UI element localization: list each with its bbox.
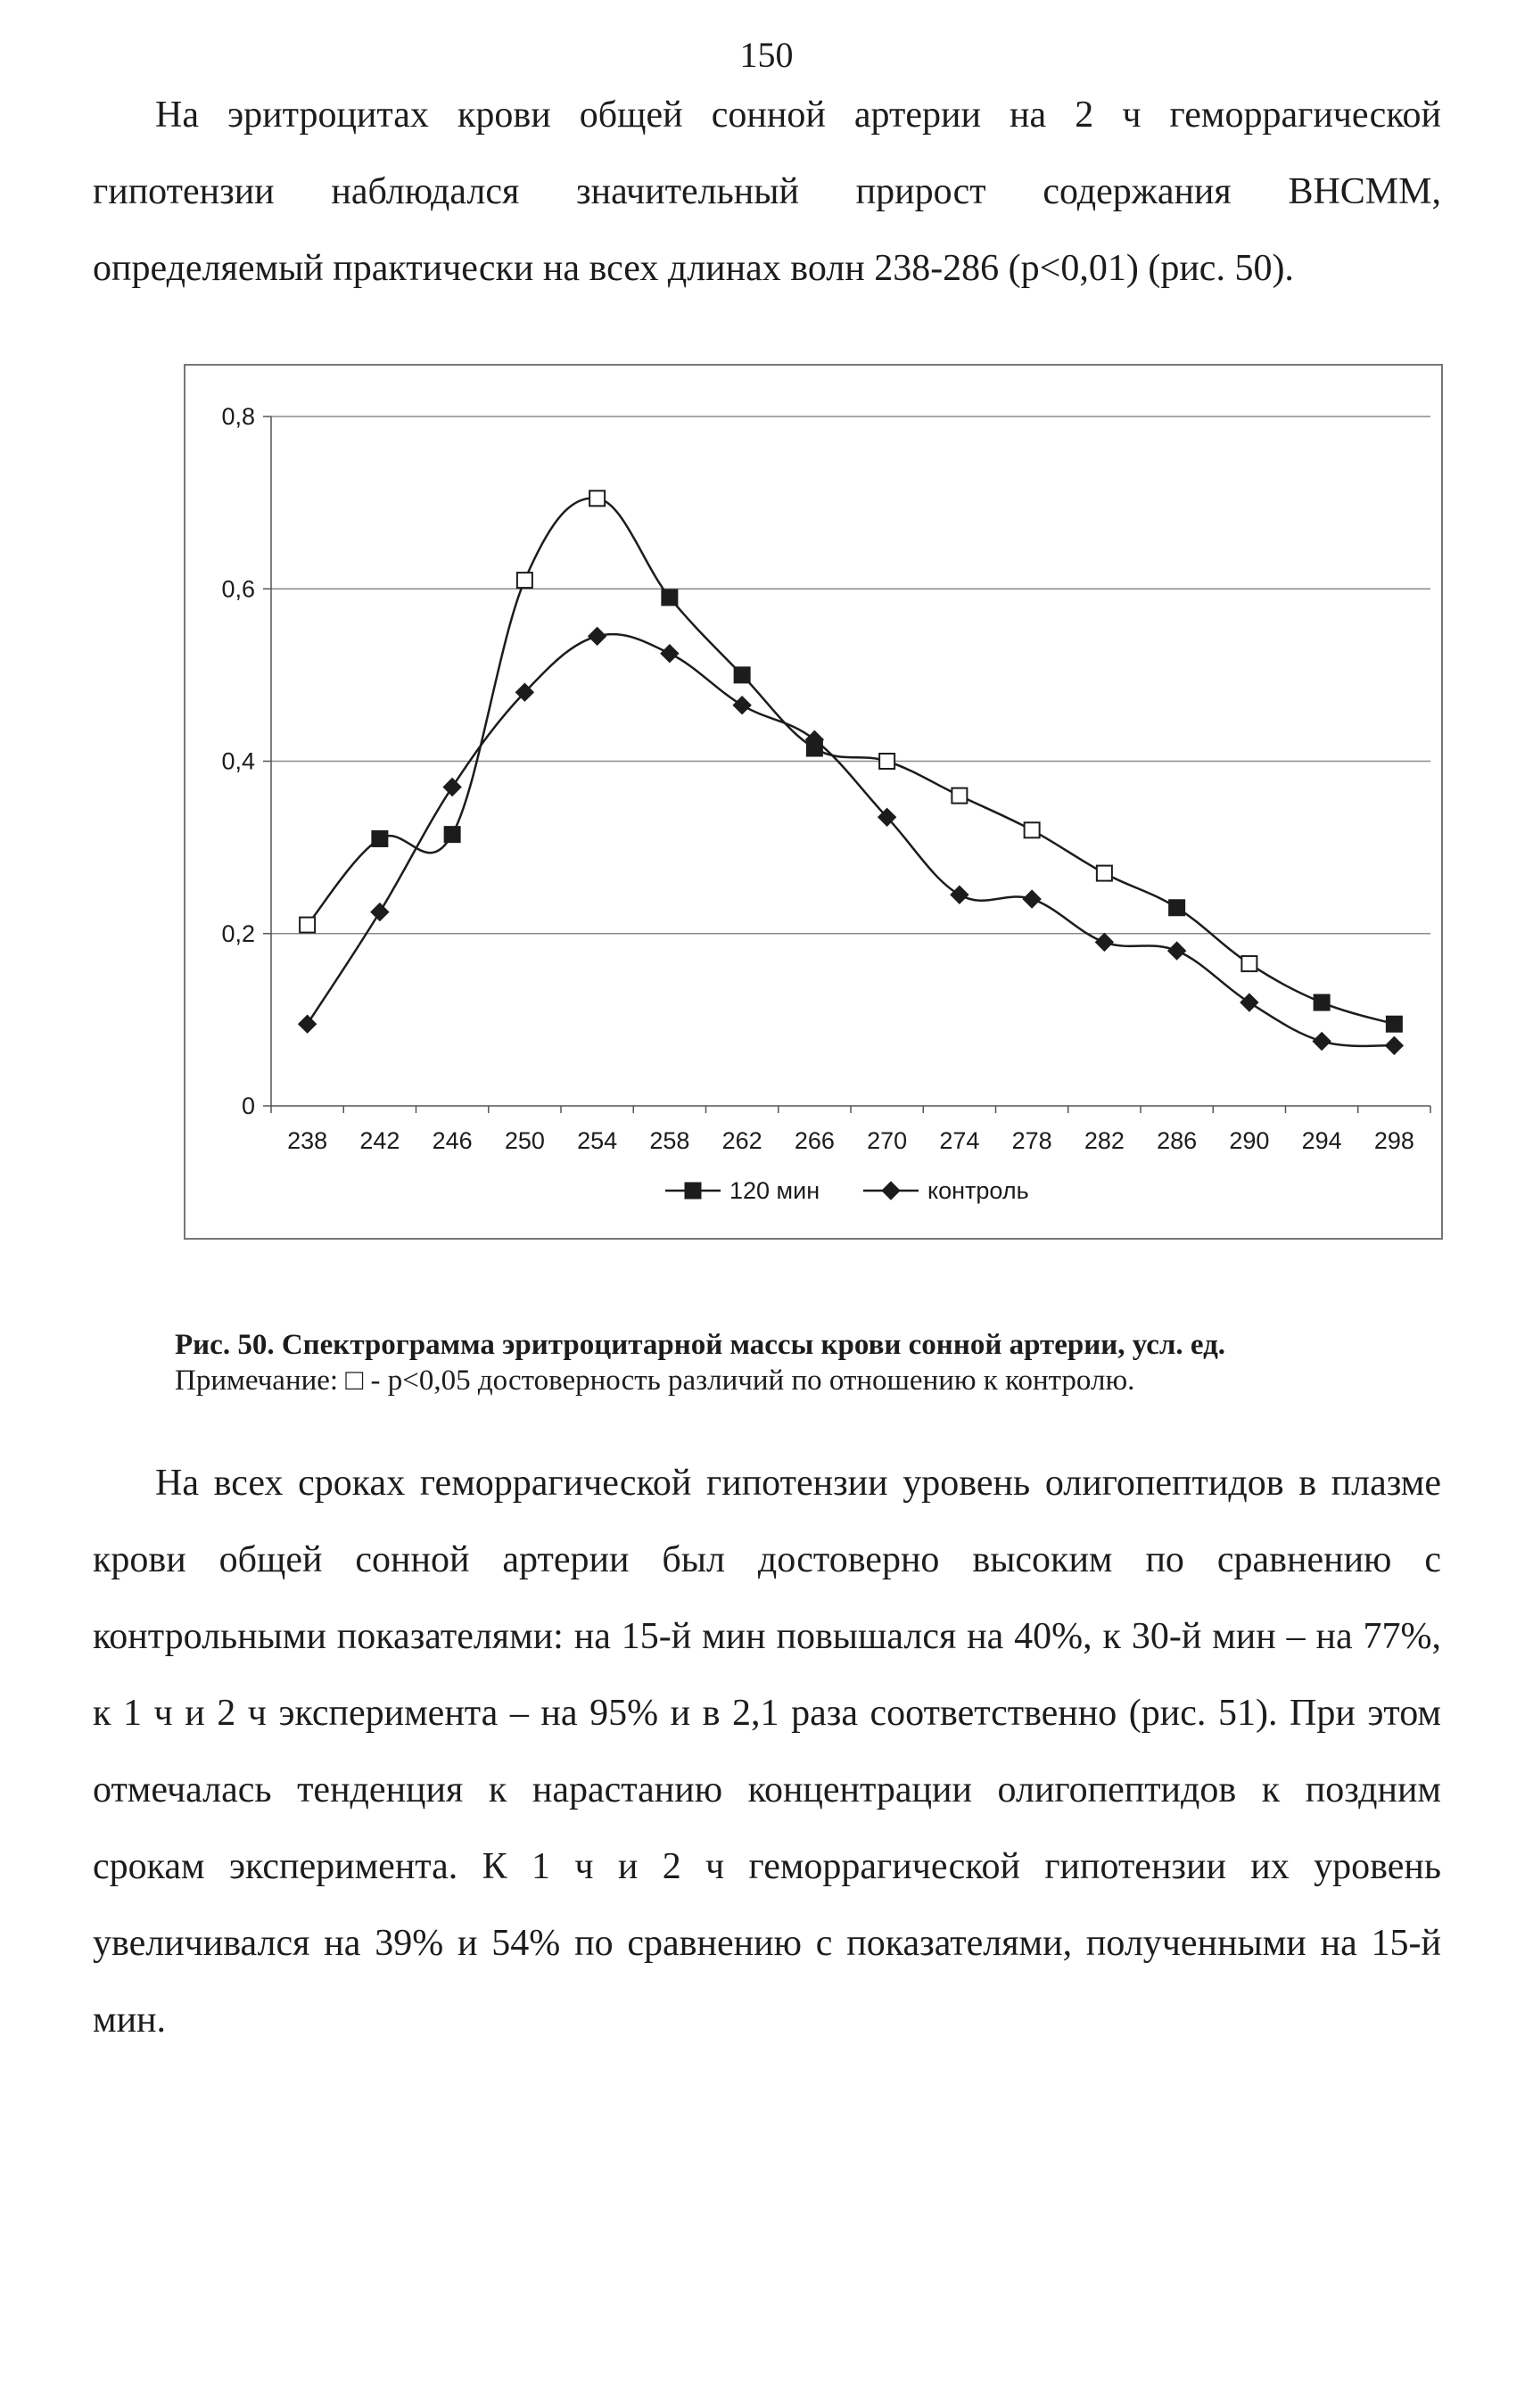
x-tick-label: 266 bbox=[794, 1127, 835, 1154]
x-tick-label: 290 bbox=[1229, 1127, 1270, 1154]
series-control-point bbox=[443, 778, 461, 796]
legend-control-marker bbox=[882, 1182, 900, 1200]
series-control-point bbox=[371, 903, 389, 921]
paragraph-top bbox=[93, 77, 1441, 307]
series-120min-point bbox=[662, 590, 677, 605]
x-tick-label: 246 bbox=[432, 1127, 473, 1154]
series-120min-point bbox=[952, 788, 967, 804]
series-control-point bbox=[1023, 890, 1041, 908]
series-layer bbox=[299, 491, 1404, 1054]
x-tick-label: 298 bbox=[1373, 1127, 1414, 1154]
legend-120min-marker bbox=[686, 1183, 701, 1199]
legend-control-label: контроль bbox=[927, 1177, 1029, 1204]
page-number: 150 bbox=[739, 35, 794, 75]
series-120min-point bbox=[1025, 822, 1040, 837]
series-control-point bbox=[661, 645, 679, 663]
series-120min-point bbox=[445, 827, 460, 842]
x-tick-label: 274 bbox=[939, 1127, 980, 1154]
series-120min-point bbox=[372, 831, 387, 846]
series-120min-point bbox=[1387, 1017, 1402, 1032]
spectrogram-chart bbox=[185, 366, 1445, 1241]
series-control-point bbox=[1168, 942, 1186, 960]
x-tick-label: 242 bbox=[359, 1127, 400, 1154]
paragraph-top-text: На эритроцитах крови общей сонной артерии на 2 ч геморрагической гипотензии наблюдался значительный прирост содержания ВНСММ, определяемый практически на всех длинах волн 238-286 (p<0,01) (рис. 50). bbox=[93, 95, 1441, 289]
y-tick-label: 0 bbox=[241, 1093, 255, 1119]
x-tick-label: 282 bbox=[1084, 1127, 1125, 1154]
series-120min-point bbox=[1315, 995, 1330, 1010]
series-120min-point bbox=[1097, 866, 1112, 881]
figure-caption-note: Примечание: □ - p<0,05 достоверность различий по отношению к контролю. bbox=[175, 1365, 1135, 1397]
series-control-point bbox=[299, 1015, 317, 1033]
paragraph-bottom bbox=[93, 1445, 1441, 2058]
series-control-point bbox=[1240, 994, 1258, 1011]
y-tick-label: 0,8 bbox=[221, 403, 255, 430]
x-tick-label: 238 bbox=[287, 1127, 328, 1154]
x-tick-label: 286 bbox=[1157, 1127, 1198, 1154]
y-tick-label: 0,2 bbox=[221, 919, 255, 947]
chart-legend bbox=[665, 1177, 1029, 1204]
x-tick-label: 294 bbox=[1301, 1127, 1342, 1154]
series-control-point bbox=[589, 627, 606, 645]
series-120min-point bbox=[735, 667, 750, 682]
series-120min-point bbox=[879, 754, 894, 769]
x-tick-label: 270 bbox=[867, 1127, 908, 1154]
series-120min-point bbox=[517, 573, 532, 588]
axis-layer bbox=[221, 403, 1430, 1154]
series-120min-point bbox=[300, 918, 315, 933]
series-120min-point bbox=[1241, 956, 1257, 971]
series-120min-point bbox=[589, 491, 605, 506]
chart-frame bbox=[184, 364, 1443, 1240]
y-tick-label: 0,6 bbox=[221, 575, 255, 603]
series-120min-point bbox=[1169, 900, 1184, 915]
x-tick-label: 254 bbox=[577, 1127, 618, 1154]
series-control bbox=[299, 627, 1404, 1054]
figure-caption bbox=[175, 1327, 1441, 1398]
series-control-point bbox=[1385, 1036, 1403, 1054]
legend-control bbox=[863, 1177, 1029, 1204]
grid-layer bbox=[271, 416, 1430, 934]
series-control-point bbox=[733, 697, 751, 714]
y-tick-label: 0,4 bbox=[221, 747, 255, 775]
figure-caption-title: Рис. 50. Спектрограмма эритроцитарной массы крови сонной артерии, усл. ед. bbox=[175, 1329, 1226, 1361]
series-control-point bbox=[1313, 1033, 1331, 1051]
series-120min-point bbox=[807, 741, 822, 756]
series-control-point bbox=[1095, 933, 1113, 951]
x-tick-label: 258 bbox=[649, 1127, 690, 1154]
x-tick-label: 262 bbox=[721, 1127, 762, 1154]
legend-120min bbox=[665, 1177, 820, 1204]
x-tick-label: 250 bbox=[504, 1127, 545, 1154]
legend-120min-label: 120 мин bbox=[729, 1177, 820, 1204]
series-control-point bbox=[951, 886, 968, 903]
paragraph-bottom-text: На всех сроках геморрагической гипотензии уровень олигопептидов в плазме крови общей сонной артерии был достоверно высоким по сравнению с контрольными показателями: на 15-й мин повышался на 40%, к 30-й мин – на 77%, к 1 ч и 2 ч эксперимента – на 95% и в 2,1 раза соответственно (рис. 51). При этом отмечалась тенденция к нарастанию концентрации олигопептидов к поздним срокам эксперимента. К 1 ч и 2 ч геморрагической гипотензии их уровень увеличивался на 39% и 54% по сравнению с показателями, полученными на 15-й мин. bbox=[93, 1463, 1441, 2041]
x-tick-label: 278 bbox=[1011, 1127, 1052, 1154]
series-control-line bbox=[308, 634, 1395, 1046]
